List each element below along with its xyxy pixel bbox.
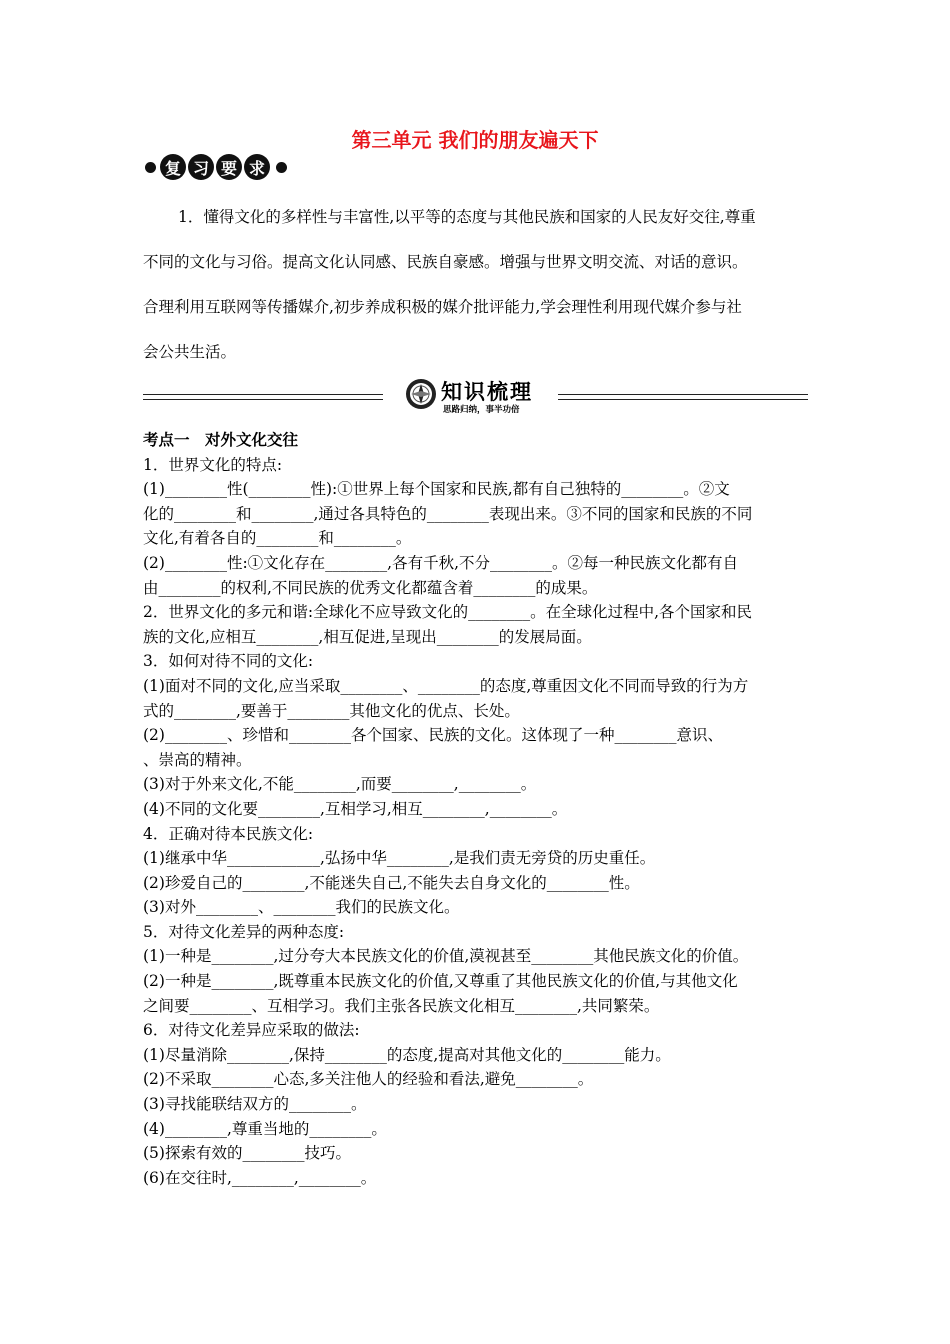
- exercise-line: 族的文化,应相互________,相互促进,呈现出________的发展局面。: [143, 627, 592, 646]
- section-title: 考点一 对外文化交往: [143, 431, 299, 449]
- exercise-line: 文化,有着各自的________和________。: [143, 529, 412, 548]
- requirement-line: 合理利用互联网等传播媒介,初步养成积极的媒介批评能力,学会理性利用现代媒介参与社: [143, 298, 742, 316]
- exercise-line: 由________的权利,不同民族的优秀文化都蕴含着________的成果。: [143, 578, 598, 597]
- exercise-line: 6．对待文化差异应采取的做法:: [143, 1021, 360, 1040]
- exercise-line: (3)对于外来文化,不能________,而要________,________。: [143, 775, 537, 794]
- banner-title: 知识梳理: [441, 380, 533, 404]
- exercise-line: (1)尽量消除________,保持________的态度,提高对其他文化的________能力。: [143, 1045, 671, 1064]
- knowledge-banner: [143, 376, 808, 414]
- exercise-line: (3)寻找能联结双方的________。: [143, 1095, 367, 1114]
- badge-char: 习: [188, 154, 214, 180]
- exercise-line: (1)一种是________,过分夸大本民族文化的价值,漠视甚至________其他民族文化的价值。: [143, 947, 749, 966]
- bullet-dot-icon: [276, 162, 287, 173]
- badge-char: 复: [160, 154, 186, 180]
- exercise-line: 式的________,要善于________其他文化的优点、长处。: [143, 701, 520, 720]
- page-title: 第三单元 我们的朋友遍天下: [351, 128, 599, 152]
- badge-char: 求: [244, 154, 270, 180]
- bullet-dot-icon: [145, 162, 156, 173]
- exercise-line: 1．世界文化的特点:: [143, 455, 283, 474]
- banner-subtitle: 思路归纳，事半功倍: [443, 405, 520, 415]
- exercise-line: (2)________性:①文化存在________,各有千秋,不分________。②每一种民族文化都有自: [143, 553, 739, 572]
- knowledge-content: [143, 428, 808, 1190]
- exercise-line: (2)不采取________心态,多关注他人的经验和看法,避免________。: [143, 1070, 594, 1089]
- badge-char: 要: [216, 154, 242, 180]
- requirement-line: 会公共生活。: [143, 343, 237, 361]
- divider-left: [143, 394, 383, 400]
- compass-icon: [405, 378, 437, 410]
- exercise-line: (1)________性(________性):①世界上每个国家和民族,都有自己独特的________。②文: [143, 480, 730, 499]
- exercise-lines: [143, 453, 808, 1191]
- exercise-line: (4)________,尊重当地的________。: [143, 1119, 387, 1138]
- exercise-line: (3)对外________、________我们的民族文化。: [143, 898, 460, 917]
- requirement-line: 1．懂得文化的多样性与丰富性,以平等的态度与其他民族和国家的人民友好交往,尊重: [178, 208, 756, 226]
- exercise-line: (1)面对不同的文化,应当采取________、________的态度,尊重因文化不同而导致的行为方: [143, 676, 749, 695]
- exercise-line: (2)珍爱自己的________,不能迷失自己,不能失去自身文化的________性。: [143, 873, 640, 892]
- exercise-line: (2)一种是________,既尊重本民族文化的价值,又尊重了其他民族文化的价值,与其他文化: [143, 972, 738, 991]
- requirements-paragraph: [143, 195, 808, 375]
- divider-right: [558, 394, 808, 400]
- exercise-line: (4)不同的文化要________,互相学习,相互________,________。: [143, 799, 568, 818]
- exercise-line: 4．正确对待本民族文化:: [143, 824, 314, 843]
- exercise-line: 2．世界文化的多元和谐:全球化不应导致文化的________。在全球化过程中,各个国家和民: [143, 603, 753, 622]
- requirement-line: 不同的文化与习俗。提高文化认同感、民族自豪感。增强与世界文明交流、对话的意识。: [143, 253, 748, 271]
- exercise-line: 、崇高的精神。: [143, 750, 252, 769]
- exercise-line: 3．如何对待不同的文化:: [143, 652, 314, 671]
- exercise-line: 化的________和________,通过各具特色的________表现出来。③不同的国家和民族的不同: [143, 504, 753, 523]
- exercise-line: (1)继承中华____________,弘扬中华________,是我们责无旁贷的历史重任。: [143, 849, 656, 868]
- exercise-line: 5．对待文化差异的两种态度:: [143, 922, 345, 941]
- review-requirements-badge: [141, 150, 291, 184]
- exercise-line: 之间要________、互相学习。我们主张各民族文化相互________,共同繁荣。: [143, 996, 660, 1015]
- exercise-line: (2)________、珍惜和________各个国家、民族的文化。这体现了一种________意识、: [143, 726, 723, 745]
- exercise-line: (5)探索有效的________技巧。: [143, 1144, 351, 1163]
- exercise-line: (6)在交往时,________,________。: [143, 1168, 377, 1187]
